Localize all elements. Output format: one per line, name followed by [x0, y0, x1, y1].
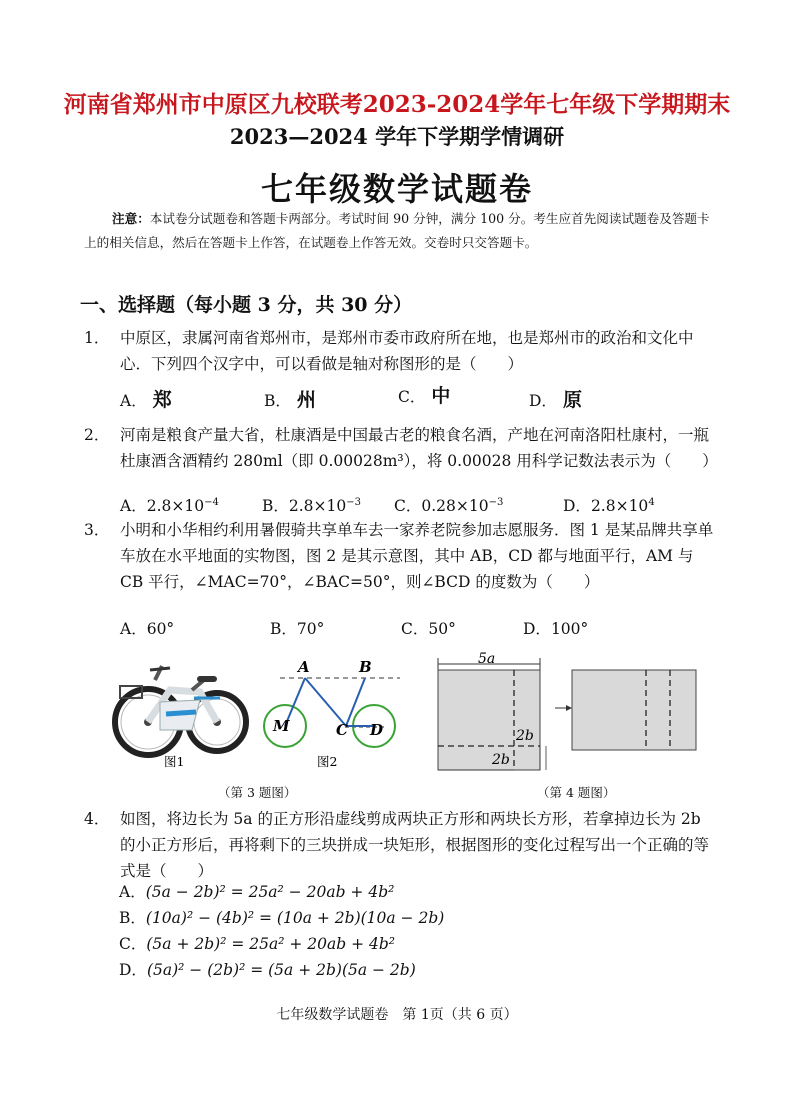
figure-4-caption: （第 4 题图） — [537, 785, 616, 800]
question-2 — [84, 422, 718, 474]
q1-option-c — [398, 381, 450, 408]
option-value: 2.8×10 — [288, 497, 347, 515]
q4-option-a — [119, 880, 394, 902]
side-length-2b-vertical-label: 2b — [516, 728, 534, 744]
question-number: 4． — [84, 810, 110, 828]
option-exponent: −3 — [488, 497, 504, 508]
option-formula: (5a)² − (2b)² = (5a + 2b)(5a − 2b) — [146, 961, 416, 979]
option-letter: A． — [120, 497, 147, 515]
question-number: 2． — [84, 426, 110, 444]
option-formula: (5a + 2b)² = 25a² + 20ab + 4b² — [146, 935, 395, 953]
option-letter: C． — [394, 497, 422, 515]
option-letter: C． — [401, 620, 429, 638]
option-value: 70° — [296, 620, 325, 638]
option-letter: A． — [120, 620, 147, 638]
side-length-5a-label: 5a — [478, 651, 496, 667]
option-letter: A． — [120, 392, 147, 410]
option-exponent: 4 — [648, 497, 655, 508]
question-text: 河南是粮食产量大省，杜康酒是中国最古老的粮食名酒，产地在河南洛阳杜康村，一瓶杜康酒含酒精约 280ml（即 0.00028m³），将 0.00028 用科学记数法表示为（ ） — [120, 426, 718, 470]
question-text: 小明和小华相约利用暑假骑共享单车去一家养老院参加志愿服务．图 1 是某品牌共享单车放在水平地面的实物图，图 2 是其示意图，其中 AB，CD 都与地面平行，AM 与 CB 平行，∠MAC=70°，∠BAC=50°，则∠BCD 的度数为（ ） — [120, 521, 714, 591]
square-cut-diagram — [438, 658, 696, 770]
q1-option-d — [529, 385, 582, 412]
figure-1-label: 图1 — [164, 754, 185, 769]
question-4 — [84, 806, 718, 884]
option-value: 100° — [550, 620, 589, 638]
q3-option-d — [523, 617, 588, 639]
q1-option-a — [120, 385, 172, 412]
option-letter: B． — [264, 392, 291, 410]
notice-label: 注意： — [112, 211, 150, 226]
page-footer: 七年级数学试题卷 第 1页（共 6 页） — [276, 1007, 518, 1023]
point-a-label: A — [298, 658, 310, 676]
option-letter: A． — [119, 883, 146, 901]
q4-option-c — [119, 932, 395, 954]
q2-option-a — [120, 494, 219, 516]
point-d-label: D — [370, 721, 384, 739]
question-1 — [84, 325, 718, 377]
option-letter: D． — [119, 961, 147, 979]
option-letter: C． — [398, 388, 426, 406]
q4-option-d — [119, 958, 416, 980]
q3-option-c — [401, 617, 456, 639]
side-length-2b-horizontal-label: 2b — [492, 752, 510, 768]
option-value: 50° — [428, 620, 456, 638]
q2-option-b — [262, 494, 361, 516]
q3-option-a — [120, 617, 174, 639]
bicycle-illustration — [115, 666, 246, 755]
option-formula: (10a)² − (4b)² = (10a + 2b)(10a − 2b) — [145, 909, 445, 927]
q3-option-b — [270, 617, 324, 639]
option-value: 60° — [146, 620, 175, 638]
exam-subtitle: 2023—2024 学年下学期学情调研 — [229, 124, 565, 149]
option-letter: B． — [119, 909, 146, 927]
option-letter: B． — [270, 620, 297, 638]
exam-title: 七年级数学试题卷 — [260, 170, 533, 208]
section-heading-choice: 一、选择题（每小题 3 分，共 30 分） — [80, 294, 413, 316]
option-char: 州 — [296, 389, 316, 411]
option-char: 郑 — [152, 389, 172, 411]
option-value: 2.8×10 — [590, 497, 649, 515]
question-text: 如图，将边长为 5a 的正方形沿虚线剪成两块正方形和两块长方形，若拿掉边长为 2b 的小正方形后，再将剩下的三块拼成一块矩形，根据图形的变化过程写出一个正确的等式是（ ） — [120, 810, 710, 880]
option-exponent: −4 — [204, 497, 219, 508]
document-source-title: 河南省郑州市中原区九校联考2023-2024学年七年级下学期期末 — [63, 91, 731, 118]
question-number: 3． — [84, 521, 110, 539]
q2-option-d — [563, 494, 655, 516]
option-letter: D． — [563, 497, 591, 515]
option-value: 2.8×10 — [146, 497, 205, 515]
point-b-label: B — [359, 658, 372, 676]
option-char: 中 — [431, 385, 451, 407]
option-char: 原 — [562, 389, 582, 411]
option-formula: (5a − 2b)² = 25a² − 20ab + 4b² — [145, 883, 395, 901]
exam-notice — [84, 207, 716, 255]
option-letter: D． — [529, 392, 557, 410]
notice-text: 本试卷分试题卷和答题卡两部分。考试时间 90 分钟，满分 100 分。考生应首先阅读试题卷及答题卡上的相关信息，然后在答题卡上作答，在试题卷上作答无效。交卷时只交答题卡。 — [84, 211, 710, 250]
q1-option-b — [264, 385, 316, 412]
option-letter: D． — [523, 620, 551, 638]
figure-2-label: 图2 — [317, 754, 338, 769]
option-value: 0.28×10 — [421, 497, 489, 515]
question-3 — [84, 517, 718, 595]
option-letter: B． — [262, 497, 289, 515]
point-c-label: C — [336, 721, 348, 739]
question-text: 中原区，隶属河南省郑州市，是郑州市委市政府所在地，也是郑州市的政治和文化中心．下列四个汉字中，可以看做是轴对称图形的是（ ） — [120, 329, 694, 373]
option-letter: C． — [119, 935, 147, 953]
point-m-label: M — [273, 717, 290, 735]
figures-panel — [100, 650, 720, 800]
question-number: 1． — [84, 329, 110, 347]
q2-option-c — [394, 494, 503, 516]
figure-3-caption: （第 3 题图） — [218, 785, 297, 800]
q4-option-b — [119, 906, 444, 928]
option-exponent: −3 — [346, 497, 362, 508]
